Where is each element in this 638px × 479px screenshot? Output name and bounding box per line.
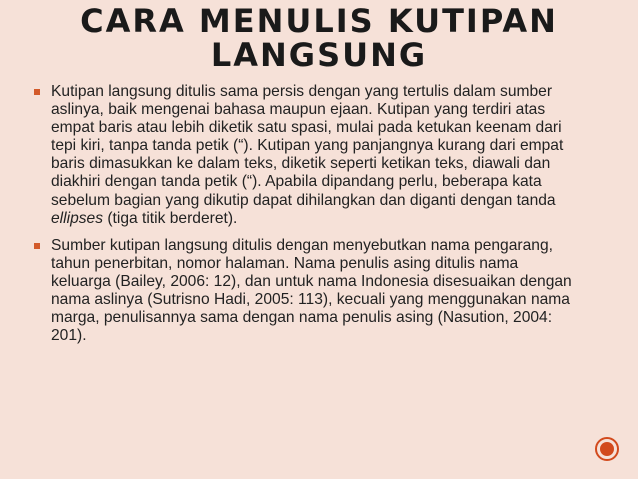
title-line-2: LANGSUNG	[210, 36, 428, 74]
square-bullet-icon	[34, 89, 40, 95]
bullet-item	[34, 83, 582, 228]
bullet-list	[34, 83, 582, 354]
title-line-1: CARA MENULIS KUTIPAN	[80, 2, 558, 40]
italic-term: ellipses	[51, 209, 104, 227]
square-bullet-icon	[34, 243, 40, 249]
circle-icon	[600, 442, 614, 456]
slide-nav-button[interactable]	[595, 437, 619, 461]
bullet-text: Kutipan langsung ditulis sama persis dengan yang tertulis dalam sumber aslinya, baik mengenai bahasa maupun ejaan. Kutipan yang terdiri atas empat baris atau lebih diketik satu spasi, mulai pada ketukan keenam dari tepi kiri, tanpa tanda petik (“). Kutipan yang panjangnya kurang dari empat baris dimasukkan ke dalam teks, diketik seperti ketikan teks, diawali dan diakhiri dengan tanda petik (“). Apabila dipandang perlu, beberapa kata sebelum bagian yang dikutip dapat dihilangkan dan diganti dengan tanda ellipses (tiga titik berderet).	[51, 83, 564, 227]
bullet-text: Sumber kutipan langsung ditulis dengan menyebutkan nama pengarang, tahun penerbitan, nomor halaman. Nama penulis asing ditulis nama keluarga (Bailey, 2006: 12), dan untuk nama Indonesia disesuaikan dengan nama aslinya (Sutrisno Hadi, 2005: 113), kecuali yang menggunakan nama marga, penulisannya sama dengan nama penulis asing (Nasution, 2004: 201).	[51, 236, 572, 345]
slide-title	[0, 4, 638, 72]
bullet-item	[34, 237, 582, 346]
